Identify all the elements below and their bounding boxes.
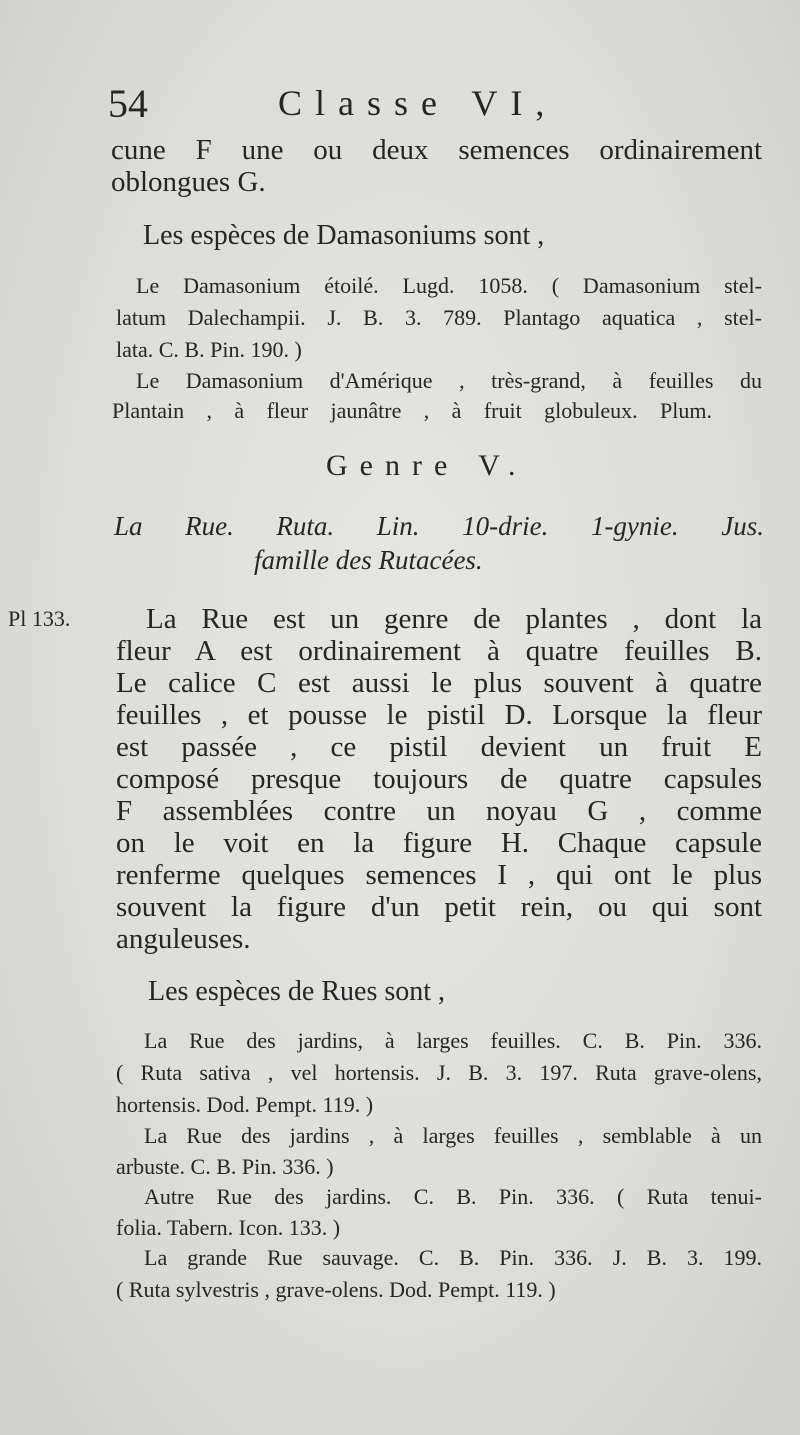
class-title: Classe VI, [278,83,558,123]
description-line: Le calice C est aussi le plus souvent à quatre [116,667,762,699]
page-number: 54 [108,81,148,126]
description-line: on le voit en la figure H. Chaque capsule [116,827,762,859]
species-line: Plantain , à fleur jaunâtre , à fruit globuleux. Plum. [112,398,712,423]
species-line: hortensis. Dod. Pempt. 119. ) [116,1092,374,1117]
species-line: Autre Rue des jardins. C. B. Pin. 336. ( Ruta tenui- [144,1184,762,1209]
description-line: souvent la figure d'un petit rein, ou qui sont [116,891,762,923]
species-line: Le Damasonium étoilé. Lugd. 1058. ( Damasonium stel- [136,273,762,298]
species-heading: Les espèces de Damasoniums sont , [143,220,545,251]
text-line: oblongues G. [111,166,266,198]
species-line: latum Dalechampii. J. B. 3. 789. Plantago aquatica , stel- [116,305,762,330]
description-line: La Rue est un genre de plantes , dont la [146,603,762,635]
description-line: est passée , ce pistil devient un fruit E [116,731,762,763]
species-line: folia. Tabern. Icon. 133. ) [116,1215,341,1240]
species-line: ( Ruta sativa , vel hortensis. J. B. 3. 197. Ruta grave-olens, [116,1060,762,1085]
species-line: lata. C. B. Pin. 190. ) [116,337,302,362]
species-line: La Rue des jardins , à larges feuilles , semblable à un [144,1123,762,1148]
description-line: feuilles , et pousse le pistil D. Lorsque la fleur [116,699,762,731]
species-line: La Rue des jardins, à larges feuilles. C. B. Pin. 336. [144,1028,762,1053]
description-line: F assemblées contre un noyau G , comme [116,795,762,827]
species-line: Le Damasonium d'Amérique , très-grand, à feuilles du [136,368,762,393]
text-line: cune F une ou deux semences ordinairement [111,134,762,166]
description-line: anguleuses. [116,923,251,955]
genus-family-line: famille des Rutacées. [254,545,483,575]
species-line: ( Ruta sylvestris , grave-olens. Dod. Pempt. 119. ) [116,1277,556,1302]
species-line: arbuste. C. B. Pin. 336. ) [116,1154,334,1179]
species-heading: Les espèces de Rues sont , [148,976,446,1007]
description-line: fleur A est ordinairement à quatre feuilles B. [116,635,762,667]
genre-title: Genre V. [326,449,528,482]
genus-name-line: La Rue. Ruta. Lin. 10-drie. 1-gynie. Jus. [114,511,764,541]
description-line: composé presque toujours de quatre capsules [116,763,762,795]
description-line: renferme quelques semences I , qui ont le plus [116,859,762,891]
species-line: La grande Rue sauvage. C. B. Pin. 336. J. B. 3. 199. [144,1245,762,1270]
plate-reference: Pl 133. [8,606,71,631]
